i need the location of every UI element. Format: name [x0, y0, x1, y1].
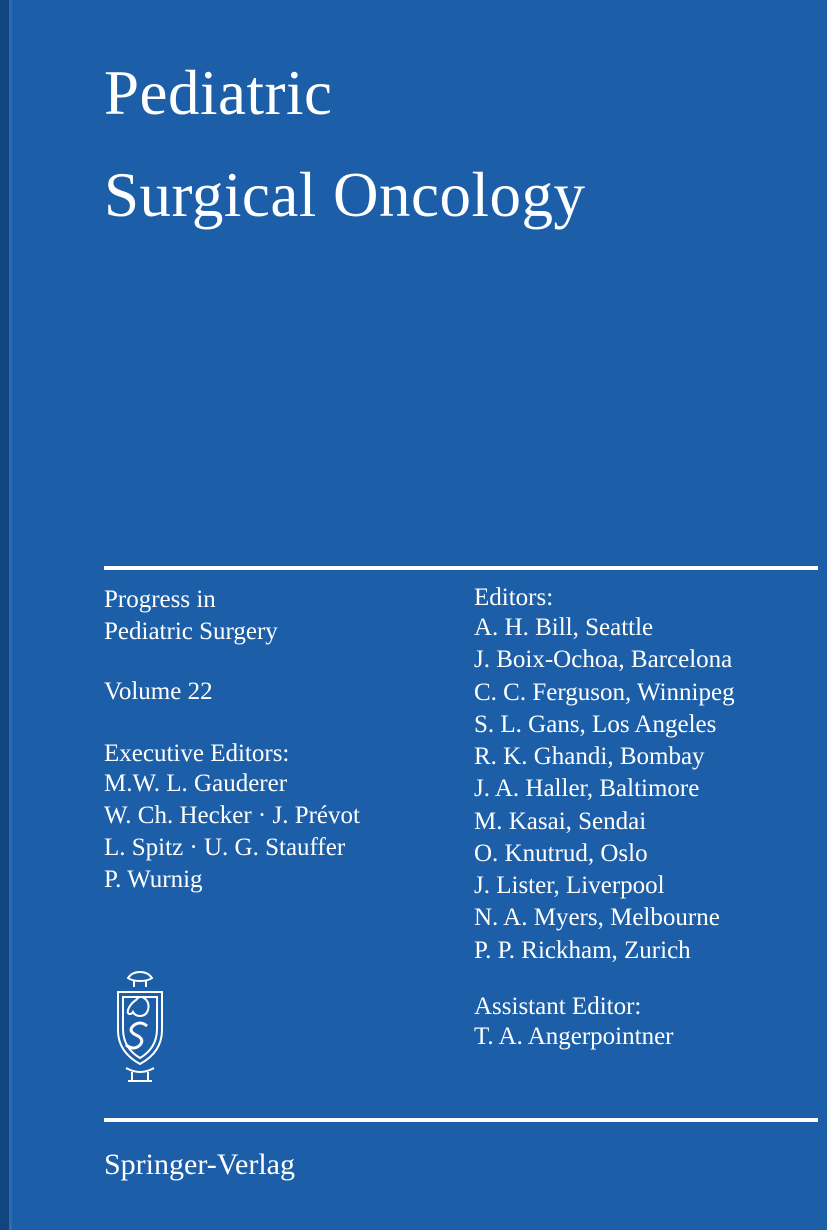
volume-label: Volume 22 — [104, 678, 213, 705]
title-line-2: Surgical Oncology — [104, 160, 586, 231]
divider-top — [104, 566, 818, 570]
list-item: P. Wurnig — [104, 866, 203, 893]
cover-columns — [104, 584, 818, 1053]
page-title — [104, 42, 784, 246]
list-item: R. K. Ghandi, Bombay — [474, 743, 705, 770]
list-item: J. Boix-Ochoa, Barcelona — [474, 646, 733, 674]
list-item: M. Kasai, Sendai — [474, 807, 647, 835]
editors-list — [474, 612, 818, 967]
executive-editors-heading: Executive Editors: — [104, 740, 290, 767]
title-line-1: Pediatric — [104, 58, 333, 128]
assistant-editor-name: T. A. Angerpointner — [474, 1022, 674, 1050]
assistant-editor-heading: Assistant Editor: — [474, 992, 642, 1020]
editors-heading: Editors: — [474, 584, 554, 611]
series-name-line-2: Pediatric Surgery — [104, 618, 278, 645]
list-item: S. L. Gans, Los Angeles — [474, 710, 717, 738]
spine-highlight — [9, 0, 12, 1230]
list-item: N. A. Myers, Melbourne — [474, 904, 720, 932]
list-item: M.W. L. Gauderer — [104, 770, 288, 797]
list-item: J. Lister, Liverpool — [474, 872, 665, 899]
list-item: C. C. Ferguson, Winnipeg — [474, 678, 735, 706]
list-item: J. A. Haller, Baltimore — [474, 775, 700, 803]
list-item: P. P. Rickham, Zurich — [474, 936, 691, 964]
list-item: O. Knutrud, Oslo — [474, 839, 648, 867]
springer-knight-logo — [104, 968, 176, 1086]
divider-bottom — [104, 1118, 818, 1122]
executive-editors-list — [104, 768, 474, 896]
list-item: L. Spitz · U. G. Stauffer — [104, 834, 346, 861]
list-item: W. Ch. Hecker · J. Prévot — [104, 802, 360, 829]
list-item: A. H. Bill, Seattle — [474, 614, 654, 641]
series-name-line-1: Progress in — [104, 586, 216, 613]
series-name — [104, 584, 474, 648]
spine-strip — [0, 0, 9, 1230]
publisher-name: Springer-Verlag — [104, 1148, 296, 1181]
editors-column — [474, 584, 818, 1053]
